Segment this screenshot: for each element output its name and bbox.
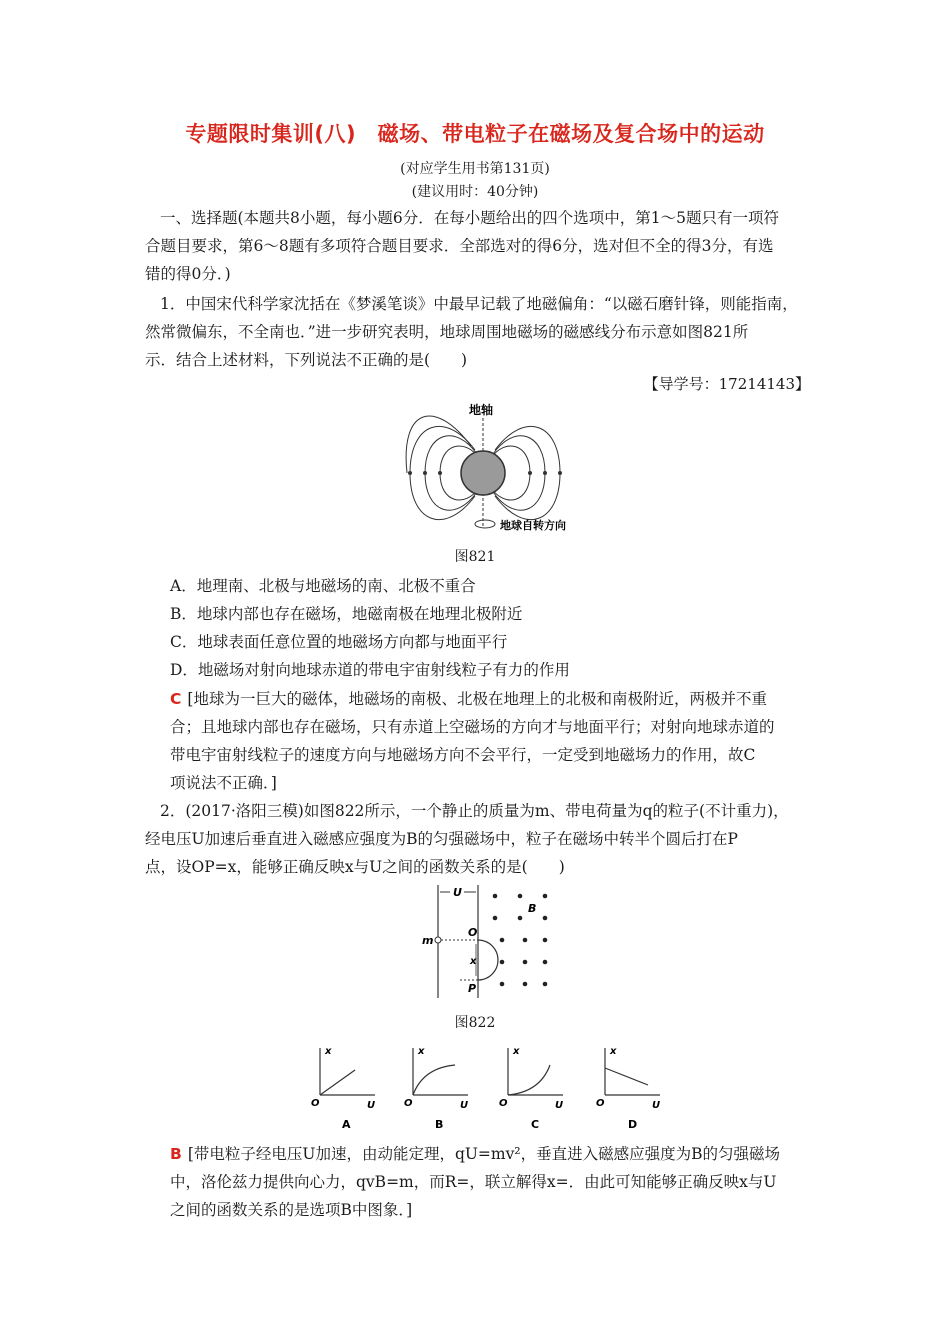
answer-1-line: [地球为一巨大的磁体，地磁场的南极、北极在地理上的北极和南极附近，两极并不重 [187,690,767,708]
svg-text:O: O [404,1098,413,1109]
page-title: 专题限时集训(八) 磁场、带电粒子在磁场及复合场中的运动 [185,122,765,146]
intro-line: 合题目要求，第6～8题有多项符合题目要求．全部选对的得6分，选对但不全的得3分，有选 [145,237,774,255]
question-2-stem [145,797,810,881]
distance-x-label: x [470,956,477,967]
answer-2-line: 之间的函数关系的是选项B中图象．] [170,1201,413,1219]
q1-line: 1．中国宋代科学家沈括在《梦溪笔谈》中最早记载了地磁偏角：“以磁石磨针锋，则能指南， [160,295,798,313]
rotation-arrow [475,520,495,528]
question-1-stem [145,290,810,374]
earth-axis-label: 地轴 [469,403,494,417]
graph-c [499,1046,563,1131]
option-b: B．地球内部也存在磁场，地磁南极在地理北极附近 [170,605,523,623]
q2-line: 点，设OP=x，能够正确反映x与U之间的函数关系的是( ) [145,858,565,876]
svg-text:O: O [499,1098,508,1109]
rotation-label: 地球自转方向 [500,519,566,532]
page-reference: (对应学生用书第131页) [400,161,550,177]
graph-a-curve [320,1070,355,1095]
mass-label: m [422,934,434,947]
graph-d-curve [605,1068,648,1085]
answer-graphs [305,1040,685,1135]
particle [435,937,441,943]
graph-c-label: C [531,1118,540,1131]
svg-text:x: x [610,1046,617,1057]
answer-1-letter: C [170,690,182,708]
earth-magnetic-field-figure [405,398,585,538]
graph-b-label: B [435,1118,444,1131]
svg-text:O: O [596,1098,605,1109]
q1-line: 然常微偏东，不全南也．”进一步研究表明，地球周围地磁场的磁感线分布示意如图821所 [145,323,749,341]
graph-b [404,1046,468,1131]
svg-text:x: x [513,1046,520,1057]
answer-2 [170,1140,810,1224]
answer-2-line: [带电粒子经电压U加速，由动能定理，qU=mv²，垂直进入磁感应强度为B的匀强磁场 [187,1145,780,1163]
point-p-label: P [468,982,477,995]
earth-globe [461,451,505,495]
q2-line: 经电压U加速后垂直进入磁感应强度为B的匀强磁场中，粒子在磁场中转半个圆后打在P [145,830,738,848]
q2-line: 2．(2017·洛阳三模)如图822所示，一个静止的质量为m、带电荷量为q的粒子(不计重力)， [160,802,789,820]
graph-b-curve [413,1065,455,1095]
option-c: C．地球表面任意位置的地磁场方向都与地面平行 [170,633,508,651]
graph-c-curve [508,1065,550,1095]
graph-d-label: D [628,1118,638,1131]
field-dots [493,894,548,987]
q1-line: 示．结合上述材料，下列说法不正确的是( ) [145,351,468,369]
svg-text:x: x [418,1046,425,1057]
graph-a [311,1046,375,1131]
intro-line: 一、选择题(本题共8小题，每小题6分．在每小题给出的四个选项中，第1～5题只有一项符 [160,209,779,227]
answer-2-letter: B [170,1145,182,1163]
svg-text:U: U [460,1100,469,1111]
graph-a-label: A [342,1118,351,1131]
svg-text:x: x [325,1046,332,1057]
svg-text:U: U [555,1100,564,1111]
voltage-label: U [453,886,462,899]
intro-line: 错的得0分．) [145,265,231,283]
suggested-time: (建议用时：40分钟) [411,184,539,200]
svg-text:O: O [311,1098,320,1109]
guide-number: 【导学号：17214143】 [643,375,810,393]
point-o-label: O [468,926,478,939]
option-a: A．地理南、北极与地磁场的南、北极不重合 [170,577,476,595]
answer-2-line: 中，洛伦兹力提供向心力，qvB=m，而R=，联立解得x=．由此可知能够正确反映x与U [170,1173,777,1191]
answer-1-line: 合；且地球内部也存在磁场，只有赤道上空磁场的方向才与地面平行；对射向地球赤道的 [170,718,775,736]
answer-1-line: 项说法不正确．] [170,774,277,792]
particle-path [478,940,498,980]
figure-822-caption: 图822 [454,1015,496,1031]
field-b-label: B [528,902,537,915]
answer-1-line: 带电宇宙射线粒子的速度方向与地磁场方向不会平行，一定受到地磁场力的作用，故C [170,746,756,764]
figure-821-caption: 图821 [454,549,496,565]
answer-1 [170,685,810,797]
section-intro [145,204,810,288]
graph-d [596,1046,660,1131]
magnetic-field-setup-figure [420,880,560,1000]
svg-text:U: U [367,1100,376,1111]
option-d: D．地磁场对射向地球赤道的带电宇宙射线粒子有力的作用 [170,661,570,679]
svg-text:U: U [652,1100,661,1111]
